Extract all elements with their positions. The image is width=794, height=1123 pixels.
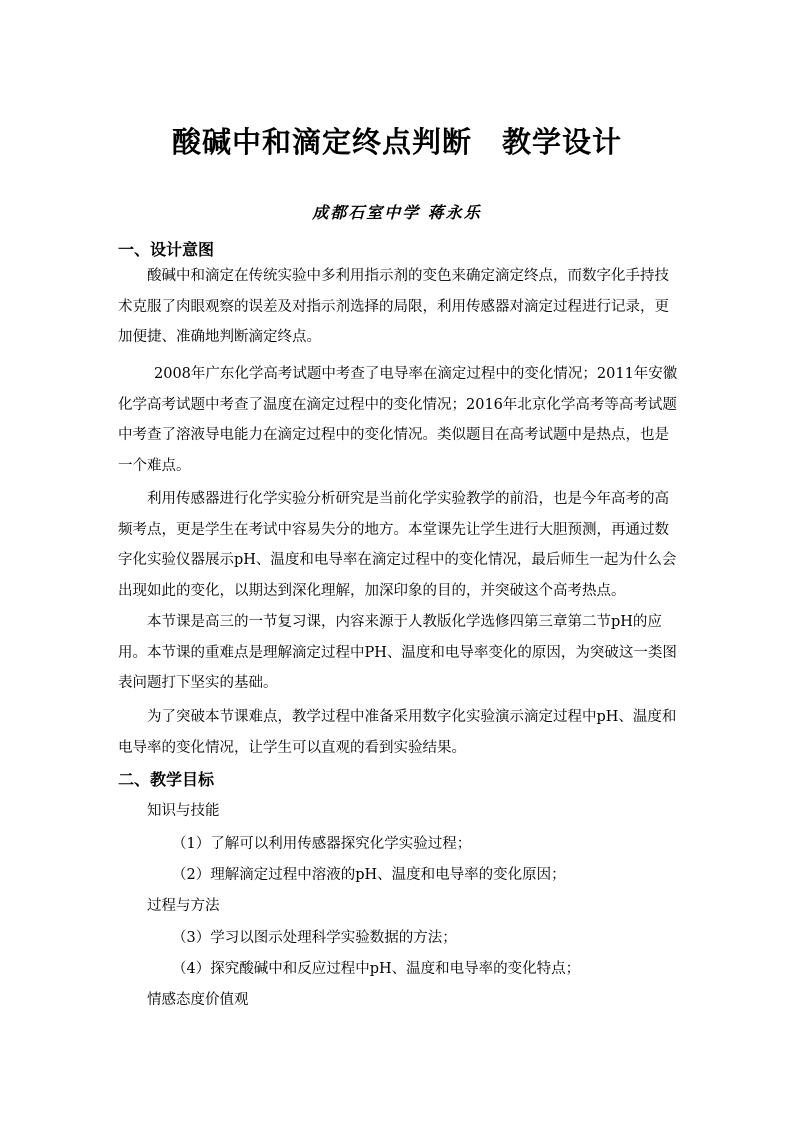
subheading-process-method: 过程与方法	[147, 898, 220, 914]
goal-item-3: （3）学习以图示处理科学实验数据的方法；	[172, 930, 457, 946]
document-title: 酸碱中和滴定终点判断 教学设计	[171, 125, 622, 159]
goal-item-1: （1）了解可以利用传感器探究化学实验过程；	[172, 836, 472, 852]
paragraph-2: 2008年广东化学高考试题中考查了电导率在滴定过程中的变化情况；2011年安徽化学高考试题中考查了温度在滴定过程中的变化情况；2016年北京化学高考等高考试题中考查了溶液导电能力在滴定过程中的变化情况。类似题目在高考试题中是热点，也是一个难点。	[118, 366, 678, 474]
paragraph-1: 酸碱中和滴定在传统实验中多利用指示剂的变色来确定滴定终点，而数字化手持技术克服了肉眼观察的误差及对指示剂选择的局限，利用传感器对滴定过程进行记录，更加便捷、准确地判断滴定终点。	[118, 268, 669, 345]
paragraph-3: 利用传感器进行化学实验分析研究是当前化学实验教学的前沿，也是今年高考的高频考点，更是学生在考试中容易失分的地方。本堂课先让学生进行大胆预测，再通过数字化实验仪器展示pH、温度和电导率在滴定过程中的变化情况，最后师生一起为什么会出现如此的变化，以期达到深化理解，加深印象的目的，并突破这个高考热点。	[118, 491, 677, 599]
paragraph-4: 本节课是高三的一节复习课，内容来源于人教版化学选修四第三章第二节pH的应用。本节课的重难点是理解滴定过程中PH、温度和电导率变化的原因，为突破这一类图表问题打下坚实的基础。	[118, 614, 677, 691]
section-heading-design-intent: 一、设计意图	[118, 240, 215, 259]
subheading-emotion-values: 情感态度价值观	[147, 992, 249, 1008]
paragraph-5: 为了突破本节课难点，教学过程中准备采用数字化实验演示滴定过程中pH、温度和电导率的变化情况，让学生可以直观的看到实验结果。	[118, 709, 677, 756]
goal-item-4: （4）探究酸碱中和反应过程中pH、温度和电导率的变化特点；	[172, 961, 581, 977]
section-heading-teaching-goals: 二、教学目标	[118, 770, 215, 789]
author-line: 成都石室中学 蒋永乐	[312, 203, 482, 222]
subheading-knowledge-skills: 知识与技能	[147, 803, 220, 819]
goal-item-2: （2）理解滴定过程中溶液的pH、温度和电导率的变化原因；	[172, 867, 566, 883]
